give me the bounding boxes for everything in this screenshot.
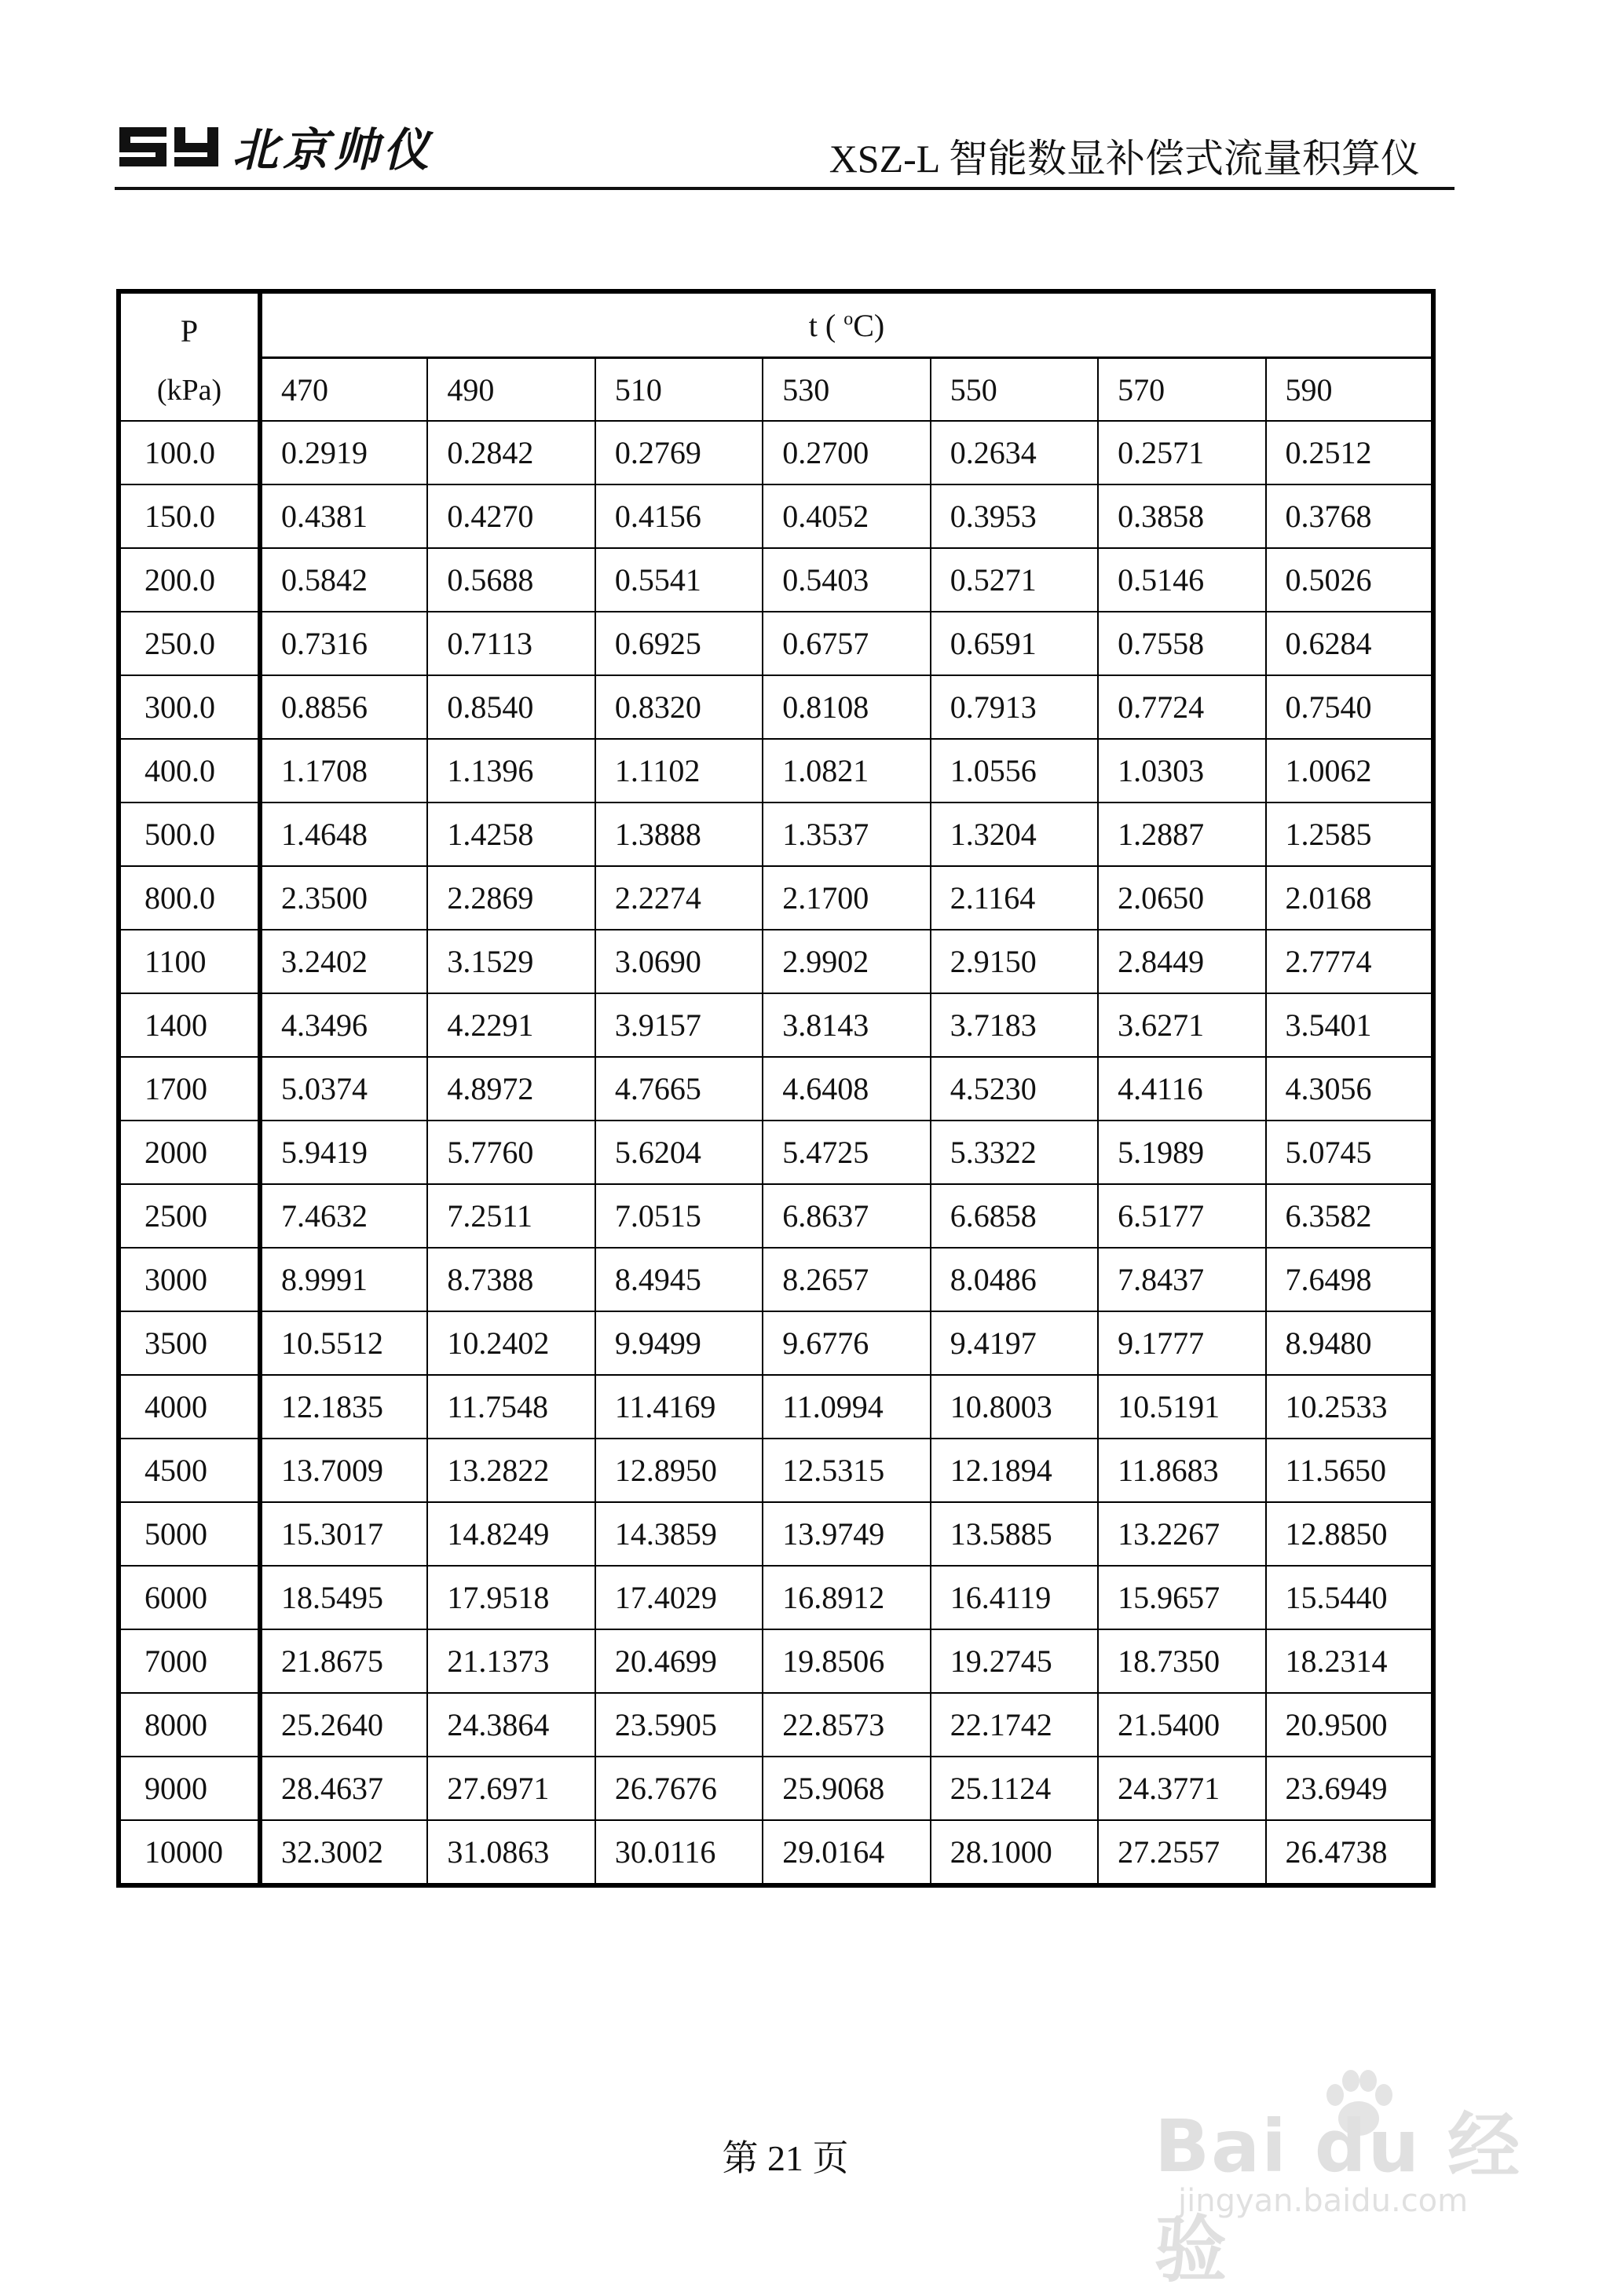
density-cell: 8.0486 bbox=[931, 1248, 1098, 1311]
pressure-cell: 2000 bbox=[119, 1121, 260, 1184]
density-cell: 9.4197 bbox=[931, 1311, 1098, 1375]
baidu-watermark bbox=[1154, 2057, 1563, 2292]
pressure-cell: 150.0 bbox=[119, 484, 260, 548]
density-cell: 11.0994 bbox=[763, 1375, 930, 1439]
density-cell: 19.8506 bbox=[763, 1629, 930, 1693]
density-cell: 15.5440 bbox=[1266, 1566, 1433, 1629]
density-cell: 11.8683 bbox=[1098, 1439, 1265, 1502]
pressure-cell: 1100 bbox=[119, 930, 260, 993]
density-cell: 3.8143 bbox=[763, 993, 930, 1057]
density-cell: 0.2700 bbox=[763, 421, 930, 484]
density-cell: 6.6858 bbox=[931, 1184, 1098, 1248]
density-cell: 0.4052 bbox=[763, 484, 930, 548]
density-cell: 0.3953 bbox=[931, 484, 1098, 548]
density-cell: 22.1742 bbox=[931, 1693, 1098, 1757]
density-cell: 18.2314 bbox=[1266, 1629, 1433, 1693]
density-cell: 10.2402 bbox=[427, 1311, 595, 1375]
table-row bbox=[119, 1439, 1433, 1502]
density-cell: 3.1529 bbox=[427, 930, 595, 993]
density-cell: 8.9480 bbox=[1266, 1311, 1433, 1375]
density-cell: 2.1164 bbox=[931, 866, 1098, 930]
table-row bbox=[119, 803, 1433, 866]
density-cell: 1.4648 bbox=[260, 803, 427, 866]
pressure-symbol: P bbox=[180, 313, 199, 349]
density-cell: 21.8675 bbox=[260, 1629, 427, 1693]
density-cell: 2.1700 bbox=[763, 866, 930, 930]
density-cell: 0.5026 bbox=[1266, 548, 1433, 612]
density-cell: 5.0745 bbox=[1266, 1121, 1433, 1184]
density-cell: 28.1000 bbox=[931, 1820, 1098, 1885]
density-cell: 26.7676 bbox=[595, 1757, 763, 1820]
density-cell: 15.9657 bbox=[1098, 1566, 1265, 1629]
density-cell: 24.3771 bbox=[1098, 1757, 1265, 1820]
pressure-cell: 300.0 bbox=[119, 675, 260, 739]
density-cell: 0.7540 bbox=[1266, 675, 1433, 739]
density-cell: 27.6971 bbox=[427, 1757, 595, 1820]
pressure-cell: 800.0 bbox=[119, 866, 260, 930]
density-cell: 0.8108 bbox=[763, 675, 930, 739]
density-cell: 0.3768 bbox=[1266, 484, 1433, 548]
density-table-container bbox=[116, 289, 1436, 1888]
pressure-cell: 4000 bbox=[119, 1375, 260, 1439]
density-cell: 0.6591 bbox=[931, 612, 1098, 675]
pressure-cell: 6000 bbox=[119, 1566, 260, 1629]
density-cell: 0.6284 bbox=[1266, 612, 1433, 675]
pressure-cell: 200.0 bbox=[119, 548, 260, 612]
density-cell: 4.3056 bbox=[1266, 1057, 1433, 1121]
density-cell: 25.2640 bbox=[260, 1693, 427, 1757]
pressure-cell: 250.0 bbox=[119, 612, 260, 675]
table-row bbox=[119, 930, 1433, 993]
density-cell: 2.2274 bbox=[595, 866, 763, 930]
density-cell: 1.0303 bbox=[1098, 739, 1265, 803]
temperature-cell: 470 bbox=[260, 358, 427, 422]
table-row bbox=[119, 484, 1433, 548]
density-cell: 32.3002 bbox=[260, 1820, 427, 1885]
density-cell: 1.0556 bbox=[931, 739, 1098, 803]
density-cell: 8.2657 bbox=[763, 1248, 930, 1311]
density-cell: 0.5688 bbox=[427, 548, 595, 612]
density-cell: 31.0863 bbox=[427, 1820, 595, 1885]
density-cell: 0.5403 bbox=[763, 548, 930, 612]
table-row bbox=[119, 612, 1433, 675]
density-cell: 5.1989 bbox=[1098, 1121, 1265, 1184]
temperature-cell: 570 bbox=[1098, 358, 1265, 422]
density-cell: 12.1835 bbox=[260, 1375, 427, 1439]
density-cell: 26.4738 bbox=[1266, 1820, 1433, 1885]
pressure-header bbox=[119, 291, 260, 421]
density-cell: 5.6204 bbox=[595, 1121, 763, 1184]
density-cell: 7.0515 bbox=[595, 1184, 763, 1248]
table-row bbox=[119, 1566, 1433, 1629]
density-cell: 19.2745 bbox=[931, 1629, 1098, 1693]
density-cell: 0.4156 bbox=[595, 484, 763, 548]
density-cell: 8.7388 bbox=[427, 1248, 595, 1311]
density-cell: 13.2267 bbox=[1098, 1502, 1265, 1566]
pressure-cell: 4500 bbox=[119, 1439, 260, 1502]
density-cell: 13.9749 bbox=[763, 1502, 930, 1566]
density-cell: 1.2585 bbox=[1266, 803, 1433, 866]
density-cell: 4.4116 bbox=[1098, 1057, 1265, 1121]
density-cell: 0.2571 bbox=[1098, 421, 1265, 484]
temperature-cell: 530 bbox=[763, 358, 930, 422]
density-cell: 24.3864 bbox=[427, 1693, 595, 1757]
watermark-url: jingyan.baidu.com bbox=[1178, 2183, 1469, 2219]
density-cell: 4.2291 bbox=[427, 993, 595, 1057]
table-row bbox=[119, 1757, 1433, 1820]
density-cell: 0.4381 bbox=[260, 484, 427, 548]
density-cell: 0.7724 bbox=[1098, 675, 1265, 739]
density-cell: 0.2634 bbox=[931, 421, 1098, 484]
density-cell: 6.3582 bbox=[1266, 1184, 1433, 1248]
watermark-brand: Bai du 经验 bbox=[1154, 2104, 1522, 2292]
density-cell: 0.5842 bbox=[260, 548, 427, 612]
density-cell: 9.6776 bbox=[763, 1311, 930, 1375]
pressure-cell: 500.0 bbox=[119, 803, 260, 866]
density-cell: 0.2842 bbox=[427, 421, 595, 484]
density-cell: 5.7760 bbox=[427, 1121, 595, 1184]
company-name: 北京帅仪 bbox=[232, 123, 434, 177]
density-cell: 27.2557 bbox=[1098, 1820, 1265, 1885]
density-cell: 4.5230 bbox=[931, 1057, 1098, 1121]
density-cell: 10.8003 bbox=[931, 1375, 1098, 1439]
company-logo bbox=[119, 115, 434, 177]
table-row bbox=[119, 1121, 1433, 1184]
density-cell: 1.2887 bbox=[1098, 803, 1265, 866]
density-cell: 10.5191 bbox=[1098, 1375, 1265, 1439]
density-cell: 3.7183 bbox=[931, 993, 1098, 1057]
density-cell: 23.6949 bbox=[1266, 1757, 1433, 1820]
table-row bbox=[119, 739, 1433, 803]
density-cell: 1.3537 bbox=[763, 803, 930, 866]
pressure-cell: 9000 bbox=[119, 1757, 260, 1820]
pressure-cell: 10000 bbox=[119, 1820, 260, 1885]
density-cell: 0.7913 bbox=[931, 675, 1098, 739]
density-cell: 0.6925 bbox=[595, 612, 763, 675]
density-cell: 18.7350 bbox=[1098, 1629, 1265, 1693]
density-cell: 1.3888 bbox=[595, 803, 763, 866]
density-cell: 0.8856 bbox=[260, 675, 427, 739]
sy-logo-icon bbox=[119, 124, 221, 168]
density-cell: 2.9902 bbox=[763, 930, 930, 993]
table-row bbox=[119, 421, 1433, 484]
density-cell: 0.5541 bbox=[595, 548, 763, 612]
table-row bbox=[119, 1820, 1433, 1885]
density-cell: 29.0164 bbox=[763, 1820, 930, 1885]
density-cell: 4.3496 bbox=[260, 993, 427, 1057]
density-cell: 3.0690 bbox=[595, 930, 763, 993]
density-cell: 0.5146 bbox=[1098, 548, 1265, 612]
density-cell: 7.8437 bbox=[1098, 1248, 1265, 1311]
density-cell: 20.4699 bbox=[595, 1629, 763, 1693]
page-number: 第 21 页 bbox=[722, 2138, 849, 2178]
density-cell: 0.7558 bbox=[1098, 612, 1265, 675]
density-cell: 12.1894 bbox=[931, 1439, 1098, 1502]
density-cell: 5.9419 bbox=[260, 1121, 427, 1184]
density-cell: 4.8972 bbox=[427, 1057, 595, 1121]
table-row bbox=[119, 1184, 1433, 1248]
table-row bbox=[119, 1629, 1433, 1693]
pressure-cell: 2500 bbox=[119, 1184, 260, 1248]
density-cell: 22.8573 bbox=[763, 1693, 930, 1757]
density-cell: 5.3322 bbox=[931, 1121, 1098, 1184]
table-row bbox=[119, 993, 1433, 1057]
density-cell: 0.2919 bbox=[260, 421, 427, 484]
density-cell: 2.3500 bbox=[260, 866, 427, 930]
pressure-unit: (kPa) bbox=[156, 374, 222, 407]
table-row bbox=[119, 1057, 1433, 1121]
density-cell: 2.7774 bbox=[1266, 930, 1433, 993]
pressure-cell: 100.0 bbox=[119, 421, 260, 484]
density-cell: 0.2512 bbox=[1266, 421, 1433, 484]
density-cell: 3.2402 bbox=[260, 930, 427, 993]
density-cell: 10.2533 bbox=[1266, 1375, 1433, 1439]
density-cell: 25.9068 bbox=[763, 1757, 930, 1820]
density-cell: 1.0062 bbox=[1266, 739, 1433, 803]
density-cell: 12.5315 bbox=[763, 1439, 930, 1502]
density-cell: 7.2511 bbox=[427, 1184, 595, 1248]
temperature-values-row bbox=[119, 358, 1433, 422]
density-cell: 4.7665 bbox=[595, 1057, 763, 1121]
density-cell: 3.9157 bbox=[595, 993, 763, 1057]
density-cell: 6.5177 bbox=[1098, 1184, 1265, 1248]
density-cell: 18.5495 bbox=[260, 1566, 427, 1629]
density-cell: 13.7009 bbox=[260, 1439, 427, 1502]
table-body bbox=[119, 421, 1433, 1885]
density-cell: 30.0116 bbox=[595, 1820, 763, 1885]
density-cell: 3.6271 bbox=[1098, 993, 1265, 1057]
pressure-cell: 1400 bbox=[119, 993, 260, 1057]
density-cell: 0.8540 bbox=[427, 675, 595, 739]
density-cell: 9.1777 bbox=[1098, 1311, 1265, 1375]
density-cell: 14.8249 bbox=[427, 1502, 595, 1566]
temperature-header: t ( $^o$C) bbox=[260, 291, 1433, 358]
pressure-cell: 3000 bbox=[119, 1248, 260, 1311]
density-cell: 1.4258 bbox=[427, 803, 595, 866]
header-divider bbox=[115, 187, 1455, 190]
density-cell: 2.0650 bbox=[1098, 866, 1265, 930]
density-cell: 20.9500 bbox=[1266, 1693, 1433, 1757]
density-cell: 3.5401 bbox=[1266, 993, 1433, 1057]
density-cell: 1.3204 bbox=[931, 803, 1098, 866]
density-cell: 16.8912 bbox=[763, 1566, 930, 1629]
table-row bbox=[119, 1693, 1433, 1757]
density-cell: 10.5512 bbox=[260, 1311, 427, 1375]
temperature-cell: 490 bbox=[427, 358, 595, 422]
density-cell: 1.1102 bbox=[595, 739, 763, 803]
density-cell: 0.7113 bbox=[427, 612, 595, 675]
pressure-cell: 7000 bbox=[119, 1629, 260, 1693]
density-cell: 11.4169 bbox=[595, 1375, 763, 1439]
density-cell: 23.5905 bbox=[595, 1693, 763, 1757]
table-row bbox=[119, 1311, 1433, 1375]
density-cell: 21.1373 bbox=[427, 1629, 595, 1693]
density-cell: 8.9991 bbox=[260, 1248, 427, 1311]
density-cell: 17.4029 bbox=[595, 1566, 763, 1629]
density-cell: 7.6498 bbox=[1266, 1248, 1433, 1311]
table-row bbox=[119, 1375, 1433, 1439]
density-cell: 8.4945 bbox=[595, 1248, 763, 1311]
density-cell: 0.7316 bbox=[260, 612, 427, 675]
density-cell: 6.8637 bbox=[763, 1184, 930, 1248]
density-cell: 12.8850 bbox=[1266, 1502, 1433, 1566]
pressure-cell: 3500 bbox=[119, 1311, 260, 1375]
density-cell: 0.6757 bbox=[763, 612, 930, 675]
density-cell: 0.8320 bbox=[595, 675, 763, 739]
table-row bbox=[119, 675, 1433, 739]
density-cell: 25.1124 bbox=[931, 1757, 1098, 1820]
density-cell: 2.2869 bbox=[427, 866, 595, 930]
pressure-cell: 400.0 bbox=[119, 739, 260, 803]
table-row bbox=[119, 548, 1433, 612]
density-cell: 11.5650 bbox=[1266, 1439, 1433, 1502]
density-cell: 16.4119 bbox=[931, 1566, 1098, 1629]
density-cell: 1.1396 bbox=[427, 739, 595, 803]
temperature-cell: 510 bbox=[595, 358, 763, 422]
density-cell: 13.2822 bbox=[427, 1439, 595, 1502]
density-cell: 28.4637 bbox=[260, 1757, 427, 1820]
density-cell: 4.6408 bbox=[763, 1057, 930, 1121]
density-cell: 1.0821 bbox=[763, 739, 930, 803]
table-row bbox=[119, 1248, 1433, 1311]
density-cell: 9.9499 bbox=[595, 1311, 763, 1375]
density-cell: 1.1708 bbox=[260, 739, 427, 803]
density-cell: 14.3859 bbox=[595, 1502, 763, 1566]
density-cell: 17.9518 bbox=[427, 1566, 595, 1629]
pressure-cell: 5000 bbox=[119, 1502, 260, 1566]
density-cell: 5.4725 bbox=[763, 1121, 930, 1184]
density-cell: 0.4270 bbox=[427, 484, 595, 548]
table-row bbox=[119, 1502, 1433, 1566]
temperature-cell: 590 bbox=[1266, 358, 1433, 422]
pressure-cell: 8000 bbox=[119, 1693, 260, 1757]
density-cell: 15.3017 bbox=[260, 1502, 427, 1566]
table-row bbox=[119, 866, 1433, 930]
steam-density-table bbox=[116, 289, 1436, 1888]
density-cell: 13.5885 bbox=[931, 1502, 1098, 1566]
density-cell: 21.5400 bbox=[1098, 1693, 1265, 1757]
density-cell: 2.0168 bbox=[1266, 866, 1433, 930]
density-cell: 5.0374 bbox=[260, 1057, 427, 1121]
density-cell: 11.7548 bbox=[427, 1375, 595, 1439]
document-title: XSZ-L 智能数显补偿式流量积算仪 bbox=[829, 137, 1420, 181]
pressure-cell: 1700 bbox=[119, 1057, 260, 1121]
density-cell: 7.4632 bbox=[260, 1184, 427, 1248]
page-header bbox=[115, 110, 1455, 188]
density-cell: 12.8950 bbox=[595, 1439, 763, 1502]
temperature-cell: 550 bbox=[931, 358, 1098, 422]
density-cell: 2.8449 bbox=[1098, 930, 1265, 993]
density-cell: 0.2769 bbox=[595, 421, 763, 484]
density-cell: 0.5271 bbox=[931, 548, 1098, 612]
density-cell: 0.3858 bbox=[1098, 484, 1265, 548]
density-cell: 2.9150 bbox=[931, 930, 1098, 993]
